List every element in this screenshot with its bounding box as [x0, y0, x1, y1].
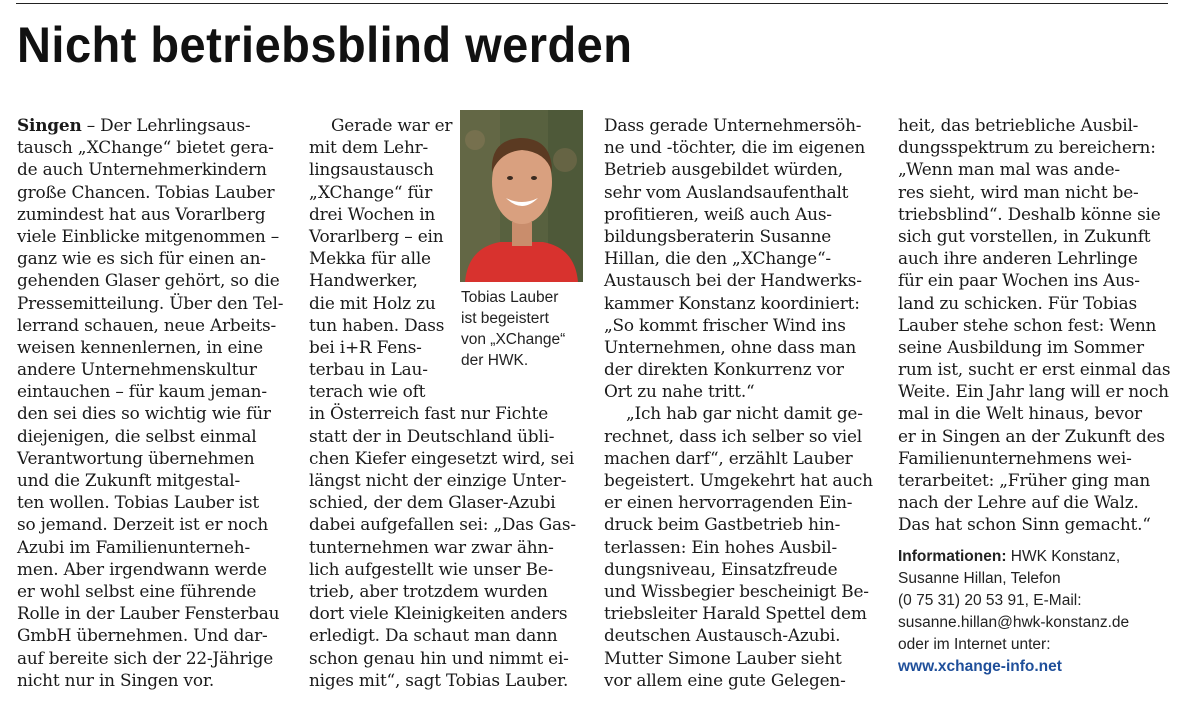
text-line: lich aufgestellt wie unser Be- — [309, 558, 554, 579]
text-line: tun haben. Dass — [309, 314, 445, 335]
text-line: bei i+R Fens- — [309, 336, 422, 357]
text-line: res sieht, wird man nicht be- — [898, 181, 1139, 202]
text-line: trieb, aber trotzdem wurden — [309, 580, 548, 601]
text-line: niges mit“, sagt Tobias Lauber. — [309, 669, 569, 690]
text-line: erledigt. Da schaut man dann — [309, 625, 558, 646]
text-line: Azubi im Familienunterneh- — [17, 536, 250, 557]
article-column-4 — [898, 114, 1173, 536]
text-line: bildungsberaterin Susanne — [604, 225, 832, 246]
text-line: Pressemitteilung. Über den Tel- — [17, 292, 284, 313]
text-line: weisen kennenlernen, in eine — [17, 336, 263, 357]
info-email[interactable]: susanne.hillan@hwk-konstanz.de — [898, 614, 1130, 631]
text-line: Lauber stehe schon fest: Wenn — [898, 314, 1157, 335]
text-line: terlassen: Ein hohes Ausbil- — [604, 536, 838, 557]
text-line: machen darf“, erzählt Lauber — [604, 447, 853, 468]
text-line: heit, das betriebliche Ausbil- — [898, 115, 1139, 135]
text-line: der direkten Konkurrenz vor — [604, 359, 844, 380]
text-line: dungsspektrum zu bereichern: — [898, 137, 1156, 158]
caption-line: von „XChange“ — [461, 331, 566, 348]
text-line: schied, der dem Glaser-Azubi — [309, 492, 556, 513]
text-line: ne und -töchter, die im eigenen — [604, 137, 866, 158]
info-box — [898, 546, 1129, 678]
text-line: Familienunternehmens wei- — [898, 447, 1132, 468]
text-line: Rolle in der Lauber Fensterbau — [17, 603, 280, 624]
article-headline: Nicht betriebsblind werden — [17, 17, 633, 73]
caption-line: der HWK. — [461, 352, 529, 369]
text-line: tausch „XChange“ bietet gera- — [17, 137, 274, 158]
text-line: lerrand schauen, neue Arbeits- — [17, 314, 277, 335]
text-line: drei Wochen in — [309, 203, 436, 224]
text-line: terarbeitet: „Früher ging man — [898, 470, 1151, 490]
text-line: Verantwortung übernehmen — [17, 447, 255, 468]
text-line: Hillan, die den „XChange“- — [604, 248, 831, 269]
text-line: auf bereite sich der 22-Jährige — [17, 647, 274, 668]
text-line: Unternehmen, ohne dass man — [604, 336, 856, 357]
text-line: rechnet, dass ich selber so viel — [604, 425, 862, 446]
text-line: er wohl selbst eine führende — [17, 580, 257, 601]
text-line: seine Ausbildung im Sommer — [898, 336, 1144, 357]
text-line: Gerade war er — [331, 115, 453, 135]
text-line: Singen – Der Lehrlingsaus- — [17, 115, 251, 135]
text-line: ten wollen. Tobias Lauber ist — [17, 492, 259, 513]
info-line: oder im Internet unter: — [898, 636, 1051, 653]
article-column-3 — [604, 114, 874, 691]
text-line: sehr vom Auslandsaufenthalt — [604, 181, 849, 202]
dateline: Singen — [17, 115, 82, 135]
text-line: dungsniveau, Einsatzfreude — [604, 558, 838, 579]
caption-line: ist begeistert — [461, 310, 549, 327]
text-line: Dass gerade Unternehmersöh- — [604, 115, 862, 135]
text-line: Weite. Ein Jahr lang will er noch — [898, 381, 1169, 402]
text-line: Vorarlberg – ein — [309, 225, 444, 246]
text-line: er einen hervorragenden Ein- — [604, 492, 853, 513]
text-line: tunternehmen war zwar ähn- — [309, 536, 554, 557]
text-line: ganz wie es sich für einen an- — [17, 248, 266, 269]
text-line: nach der Lehre auf die Walz. — [898, 492, 1139, 513]
text-line: Betrieb ausgebildet würden, — [604, 159, 843, 180]
text-line: Das hat schon Sinn gemacht.“ — [898, 514, 1151, 535]
text-line: triebsleiter Harald Spettel dem — [604, 603, 867, 624]
text-line: „So kommt frischer Wind ins — [604, 314, 846, 335]
text-line: de auch Unternehmerkindern — [17, 159, 267, 180]
text-line: druck beim Gastbetrieb hin- — [604, 514, 841, 535]
text-line: andere Unternehmenskultur — [17, 359, 257, 380]
text-line: nicht nur in Singen vor. — [17, 669, 215, 690]
info-line: Informationen: HWK Konstanz, — [898, 548, 1121, 565]
text-line: „XChange“ für — [309, 181, 433, 202]
text-line: Ort zu nahe tritt.“ — [604, 381, 755, 402]
text-line: mit dem Lehr- — [309, 137, 429, 158]
text-line: triebsblind“. Deshalb könne sie — [898, 203, 1161, 224]
text-line: Austausch bei der Handwerks- — [604, 270, 862, 291]
text-line: dort viele Kleinigkeiten anders — [309, 603, 568, 624]
text-line: eintauchen – für kaum jeman- — [17, 381, 267, 402]
text-line: vor allem eine gute Gelegen- — [604, 669, 846, 690]
text-line: Handwerker, — [309, 270, 418, 291]
article-column-2 — [309, 114, 589, 691]
text-line: lingsaustausch — [309, 159, 434, 180]
info-label: Informationen: — [898, 548, 1007, 565]
text-line: statt der in Deutschland übli- — [309, 425, 555, 446]
text-line: „Wenn man mal was ande- — [898, 159, 1120, 180]
text-line: auch ihre anderen Lehrlinge — [898, 248, 1138, 269]
text-line: viele Einblicke mitgenommen – — [17, 225, 279, 246]
text-line: für ein paar Wochen ins Aus- — [898, 270, 1140, 291]
text-line: zumindest hat aus Vorarlberg — [17, 203, 266, 224]
text-line: die mit Holz zu — [309, 292, 436, 313]
text-line: so jemand. Derzeit ist er noch — [17, 514, 269, 535]
text-line: diejenigen, die selbst einmal — [17, 425, 257, 446]
text-line: terach wie oft — [309, 381, 426, 402]
text-line: „Ich hab gar nicht damit ge- — [626, 403, 863, 424]
text-line: mal in die Welt hinaus, bevor — [898, 403, 1142, 424]
caption-line: Tobias Lauber — [461, 289, 559, 306]
text-line: schon genau hin und nimmt ei- — [309, 647, 569, 668]
text-line: land zu schicken. Für Tobias — [898, 292, 1137, 313]
info-phone-line: (0 75 31) 20 53 91, E-Mail: — [898, 592, 1082, 609]
text-line: er in Singen an der Zukunft des — [898, 425, 1165, 446]
text-line: große Chancen. Tobias Lauber — [17, 181, 275, 202]
text-line: und Wissbegier bescheinigt Be- — [604, 580, 869, 601]
text-line: rum ist, sucht er erst einmal das — [898, 359, 1171, 380]
text-line: begeistert. Umgekehrt hat auch — [604, 470, 873, 490]
text-line: den sei dies so wichtig wie für — [17, 403, 271, 424]
info-contact-line: Susanne Hillan, Telefon — [898, 570, 1061, 587]
text-line: in Österreich fast nur Fichte — [309, 403, 548, 424]
text-line: chen Kiefer eingesetzt wird, sei — [309, 447, 575, 468]
text-line: dabei aufgefallen sei: „Das Gas- — [309, 514, 576, 535]
text-line: kammer Konstanz koordiniert: — [604, 292, 860, 313]
top-rule — [16, 3, 1168, 4]
text-line: terbau in Lau- — [309, 359, 428, 380]
text-line: Mutter Simone Lauber sieht — [604, 647, 842, 668]
text-line: gehenden Glaser gehört, so die — [17, 270, 280, 291]
text-line: sich gut vorstellen, in Zukunft — [898, 225, 1151, 246]
text-line: profitieren, weiß auch Aus- — [604, 203, 832, 224]
text-line: deutschen Austausch-Azubi. — [604, 625, 841, 646]
text-line: und die Zukunft mitgestal- — [17, 470, 240, 490]
article-column-1 — [17, 114, 284, 691]
info-website-link[interactable]: www.xchange-info.net — [898, 658, 1062, 675]
text-line: längst nicht der einzige Unter- — [309, 470, 567, 490]
text-line: Mekka für alle — [309, 248, 431, 269]
text-line: men. Aber irgendwann werde — [17, 558, 267, 579]
text-line: GmbH übernehmen. Und dar- — [17, 625, 268, 646]
